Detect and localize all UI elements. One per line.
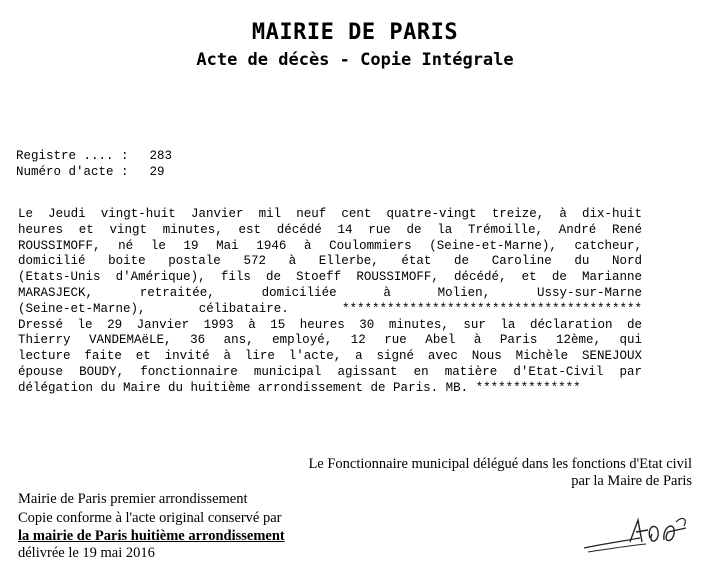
acte-row xyxy=(16,164,165,180)
document-subtitle: Acte de décès - Copie Intégrale xyxy=(196,50,514,70)
registre-row xyxy=(16,148,172,164)
footer-mairie: Mairie de Paris premier arrondissement xyxy=(18,491,248,507)
act-body-line: Dressé le 29 Janvier 1993 à 15 heures 30 minutes, sur la déclaration de xyxy=(18,317,642,332)
footer-date: délivrée le 19 mai 2016 xyxy=(18,545,155,561)
registre-label: Registre .... : xyxy=(16,149,129,163)
acte-label: Numéro d'acte : xyxy=(16,165,129,179)
acte-value: 29 xyxy=(149,165,165,179)
act-body-line: MARASJECK, retraitée, domiciliée à Molien, Ussy-sur-Marne xyxy=(18,285,642,300)
act-body-line: épouse BOUDY, fonctionnaire municipal agissant en matière d'Etat-Civil par xyxy=(18,364,642,379)
official-authority: par la Maire de Paris xyxy=(571,473,692,489)
official-title: Le Fonctionnaire municipal délégué dans les fonctions d'Etat civil xyxy=(308,456,692,472)
act-body-line: (Seine-et-Marne), célibataire. **************************************** xyxy=(18,301,642,316)
act-body-line: (Etats-Unis d'Amérique), fils de Stoeff ROUSSIMOFF, décédé, et de Marianne xyxy=(18,270,642,285)
act-body-line: Thierry VANDEMAëLE, 36 ans, employé, 12 rue Abel à Paris 12ème, qui xyxy=(18,333,642,348)
footer-copie: Copie conforme à l'acte original conservé par xyxy=(18,510,282,526)
registre-value: 283 xyxy=(149,149,173,163)
act-body-line: lecture faite et invité à lire l'acte, a signé avec Nous Michèle SENEJOUX xyxy=(18,349,642,364)
signature xyxy=(578,508,698,558)
document-title: MAIRIE DE PARIS xyxy=(251,20,459,45)
act-body-line: délégation du Maire du huitième arrondissement de Paris. MB. ************** xyxy=(18,380,581,395)
act-body-line: ROUSSIMOFF, né le 19 Mai 1946 à Coulommiers (Seine-et-Marne), catcheur, xyxy=(18,238,642,253)
act-body-line: heures et vingt minutes, est décédé 14 rue de la Trémoille, André René xyxy=(18,222,642,237)
act-body-line: Le Jeudi vingt-huit Janvier mil neuf cent quatre-vingt treize, à dix-huit xyxy=(18,207,642,221)
act-body-line: domicilié boite postale 572 à Ellerbe, état de Caroline du Nord xyxy=(18,254,642,269)
footer-mairie-origin: la mairie de Paris huitième arrondissement xyxy=(18,528,285,544)
act-body xyxy=(18,207,642,397)
